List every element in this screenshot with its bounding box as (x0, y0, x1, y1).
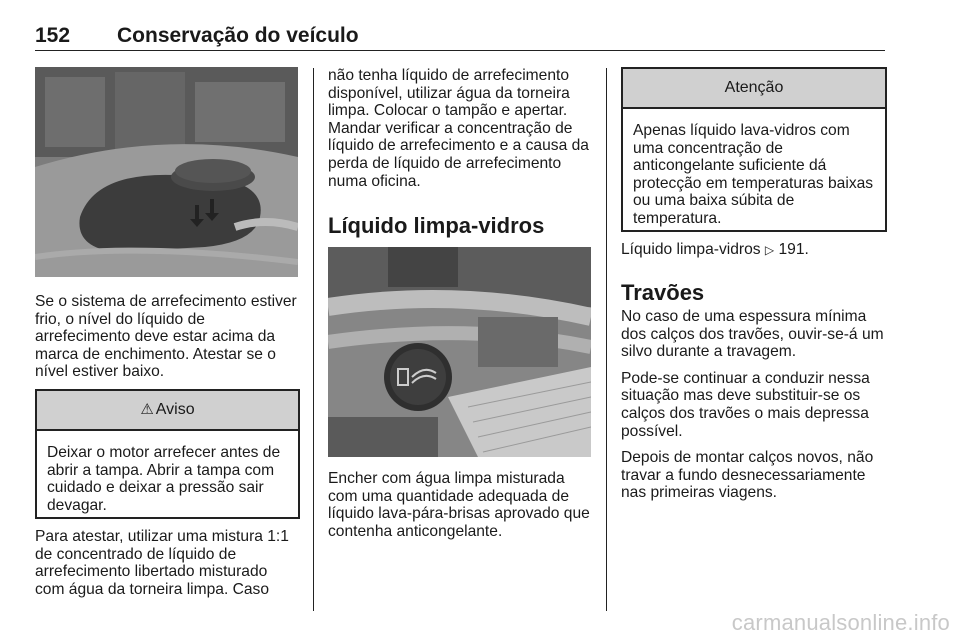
attention-title: Atenção (623, 69, 885, 109)
arrow-right-icon: ▷ (764, 243, 775, 257)
warning-triangle-icon: ⚠ (140, 401, 154, 418)
paragraph: Depois de montar calços novos, não travar a fundo desnecessariamente nas primeiras viagens. (621, 449, 874, 502)
page-header (35, 8, 885, 51)
paragraph: não tenha líquido de arrefecimento disponível, utilizar água da torneira limpa. Colocar o tampão e apertar. Mandar verificar a concentração de líquido de arrefecimento e a causa da perda de líquido de arrefecimento numa oficina. (328, 67, 589, 190)
column-divider (606, 68, 607, 611)
watermark: carmanualsonline.info (731, 610, 950, 635)
column-1-continued (35, 528, 300, 607)
section-heading: Travões (621, 280, 705, 305)
page-title: Conservação do veículo (117, 24, 359, 47)
section-heading: Líquido limpa-vidros (328, 213, 545, 238)
cross-reference-page: 191. (778, 241, 809, 258)
cross-reference-text: Líquido limpa-vidros (621, 241, 761, 258)
column-2 (328, 67, 593, 199)
paragraph: Para atestar, utilizar uma mistura 1:1 de concentrado de líquido de arrefecimento libertado misturado com água da torneira limpa. Caso (35, 528, 289, 598)
warning-text: Deixar o motor arrefecer antes de abrir a tampa. Abrir a tampa com cuidado e deixar a pressão sair devagar. (47, 444, 281, 514)
column-divider (313, 68, 314, 611)
column-1 (35, 293, 300, 390)
warning-box (35, 389, 300, 519)
paragraph: No caso de uma espessura mínima dos calços dos travões, ouvir-se-á um silvo durante a travagem. (621, 308, 884, 361)
cross-reference (621, 241, 886, 260)
washer-fluid-heading-wrap (328, 213, 593, 239)
paragraph: Se o sistema de arrefecimento estiver frio, o nível do líquido de arrefecimento deve estar acima da marca de enchimento. Atestar se o nível estiver baixo. (35, 293, 297, 381)
washer-fluid-reservoir-image (328, 247, 591, 457)
page-number: 152 (35, 24, 71, 47)
brakes-heading-wrap (621, 280, 886, 306)
attention-box (621, 67, 887, 232)
attention-text: Apenas líquido lava-vidros com uma concentração de anticongelante suficiente dá protecção em temperaturas baixas ou uma baixa súbita de temperatura. (633, 122, 874, 227)
column-3 (621, 241, 886, 269)
column-2-continued (328, 470, 593, 549)
coolant-reservoir-image (35, 67, 298, 277)
paragraph: Encher com água limpa misturada com uma quantidade adequada de líquido lava-pára-brisas aprovado que contenha anticongelante. (328, 470, 590, 540)
column-3-brakes (621, 308, 889, 511)
warning-title: Aviso (155, 401, 195, 418)
warning-header (37, 391, 298, 431)
paragraph: Pode-se continuar a conduzir nessa situação mas deve substituir-se os calços dos travões o mais depressa possível. (621, 369, 870, 440)
